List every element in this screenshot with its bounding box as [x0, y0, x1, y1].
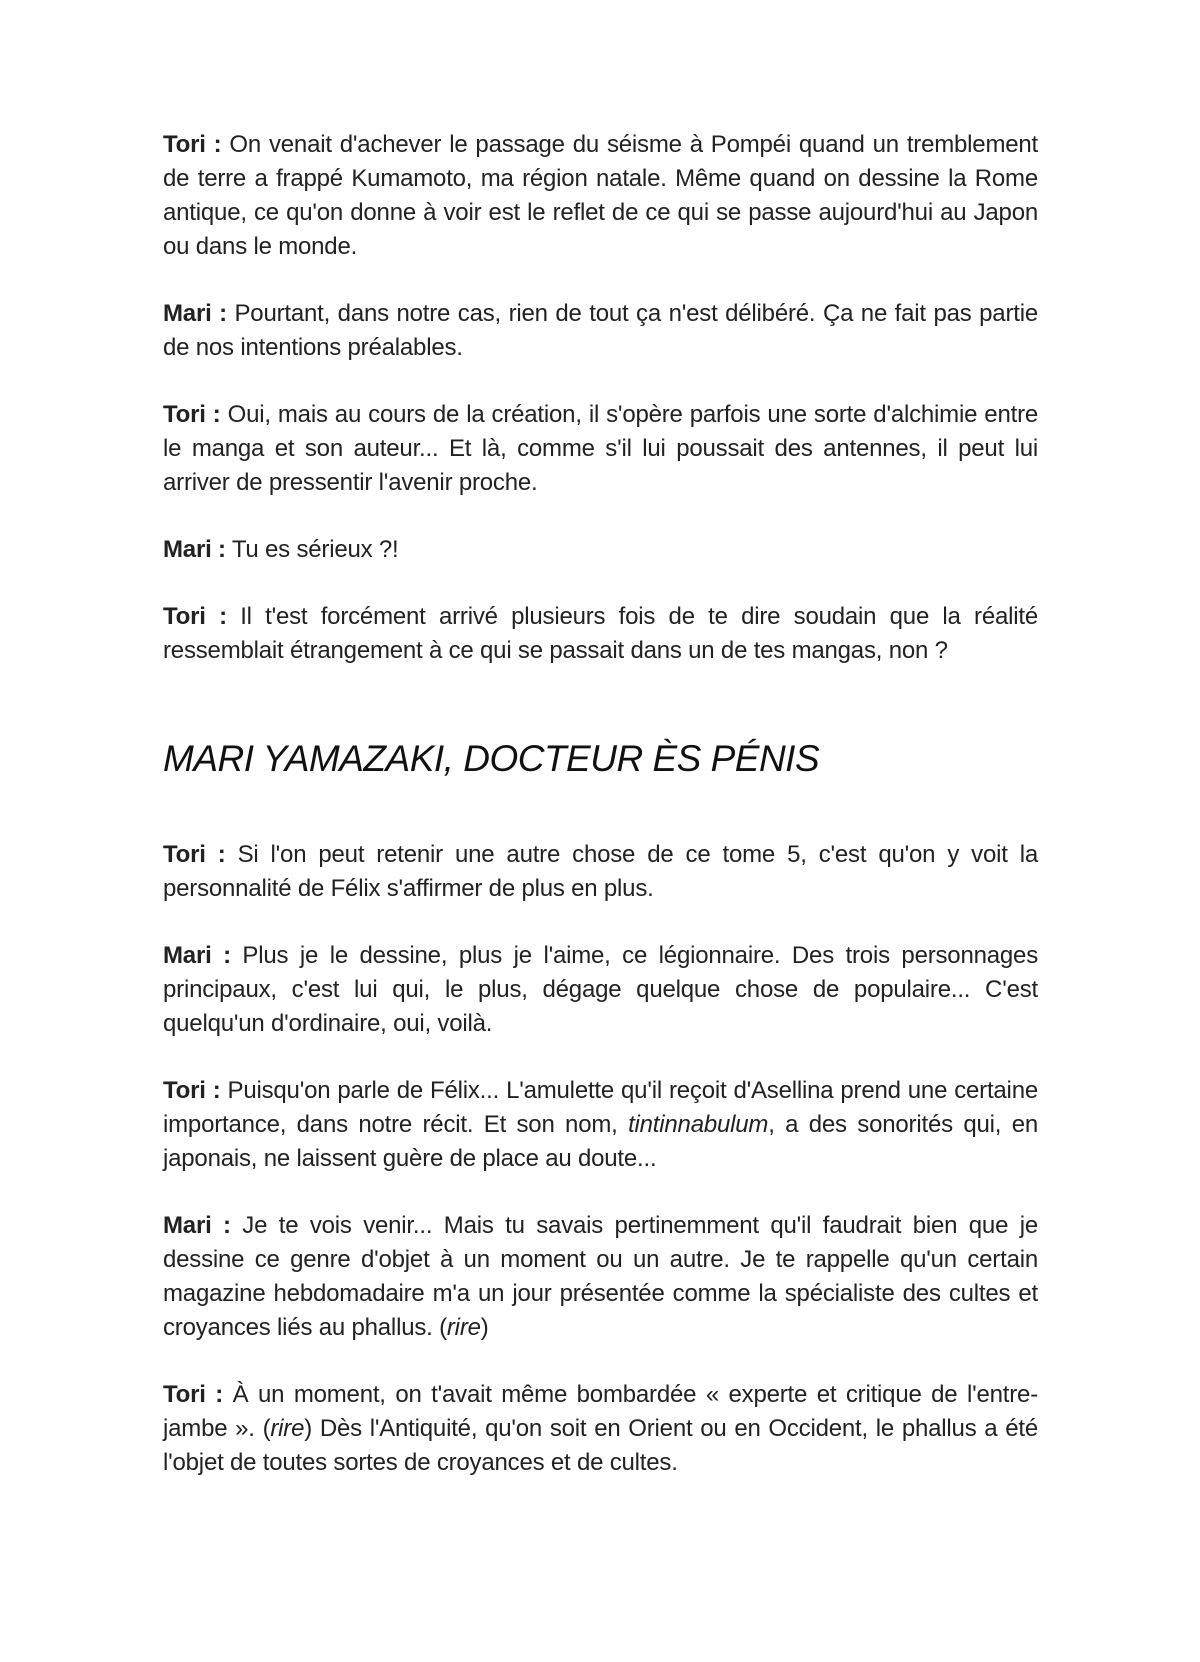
dialogue-text: ) Dès l'Antiquité, qu'on soit en Orient ou en Occident, le phallus a été l'objet de toutes sortes de croyances et de cultes.	[163, 1415, 1038, 1476]
italic-term: tintinnabulum	[628, 1111, 769, 1138]
dialogue-text: )	[480, 1314, 489, 1341]
dialogue-text: Plus je le dessine, plus je l'aime, ce légionnaire. Des trois personnages principaux, c'est lui qui, le plus, dégage quelque chose de populaire... C'est quelqu'un d'ordinaire, oui, voilà.	[163, 942, 1038, 1037]
speaker-label: Mari :	[163, 942, 231, 969]
speaker-label: Tori :	[163, 1381, 224, 1408]
speaker-label: Tori :	[163, 131, 222, 158]
dialogue-text: Je te vois venir... Mais tu savais pertinemment qu'il faudrait bien que je dessine ce genre d'objet à un moment ou un autre. Je te rappelle qu'un certain magazine hebdomadaire m'a un jour présentée comme la spécialiste des cultes et croyances liés au phallus. (	[163, 1212, 1038, 1341]
section-1	[163, 128, 1038, 668]
speaker-label: Tori :	[163, 603, 227, 630]
dialogue-text: Tu es sérieux ?!	[225, 536, 399, 563]
dialogue-text: À un moment, on t'avait même bombardée « experte et critique de l'entre-jambe ». (	[163, 1381, 1038, 1442]
speaker-label: Tori :	[163, 1077, 221, 1104]
dialogue-text: Pourtant, dans notre cas, rien de tout ça n'est délibéré. Ça ne fait pas partie de nos intentions préalables.	[163, 300, 1038, 361]
speaker-label: Mari :	[163, 536, 226, 563]
italic-term: rire	[270, 1415, 305, 1442]
dialogue-text: , a des sonorités qui, en japonais, ne laissent guère de place au doute...	[163, 1111, 1038, 1172]
dialogue-paragraph	[163, 398, 1038, 500]
dialogue-paragraph	[163, 297, 1038, 365]
dialogue-paragraph	[163, 838, 1038, 906]
document-page	[163, 128, 1038, 1513]
dialogue-text: Puisqu'on parle de Félix... L'amulette qu'il reçoit d'Asellina prend une certaine importance, dans notre récit. Et son nom,	[163, 1077, 1038, 1138]
dialogue-text: Si l'on peut retenir une autre chose de ce tome 5, c'est qu'on y voit la personnalité de Félix s'affirmer de plus en plus.	[163, 841, 1038, 902]
dialogue-text: Il t'est forcément arrivé plusieurs fois de te dire soudain que la réalité ressemblait étrangement à ce qui se passait dans un de tes mangas, non ?	[163, 603, 1038, 664]
dialogue-paragraph	[163, 128, 1038, 264]
section-2	[163, 838, 1038, 1480]
speaker-label: Mari :	[163, 300, 227, 327]
speaker-label: Tori :	[163, 841, 226, 868]
italic-term: rire	[446, 1314, 481, 1341]
section-heading: MARI YAMAZAKI, DOCTEUR ÈS PÉNIS	[163, 738, 820, 779]
speaker-label: Mari :	[163, 1212, 231, 1239]
dialogue-paragraph	[163, 1209, 1038, 1345]
dialogue-paragraph	[163, 1378, 1038, 1480]
dialogue-text: On venait d'achever le passage du séisme à Pompéi quand un tremblement de terre a frappé Kumamoto, ma région natale. Même quand on dessine la Rome antique, ce qu'on donne à voir est le reflet de ce qui se passe aujourd'hui au Japon ou dans le monde.	[163, 131, 1038, 260]
dialogue-text: Oui, mais au cours de la création, il s'opère parfois une sorte d'alchimie entre le manga et son auteur... Et là, comme s'il lui poussait des antennes, il peut lui arriver de pressentir l'avenir proche.	[163, 401, 1039, 496]
dialogue-paragraph	[163, 600, 1038, 668]
dialogue-paragraph	[163, 533, 1038, 567]
dialogue-paragraph	[163, 939, 1038, 1041]
speaker-label: Tori :	[163, 401, 221, 428]
dialogue-paragraph	[163, 1074, 1038, 1176]
